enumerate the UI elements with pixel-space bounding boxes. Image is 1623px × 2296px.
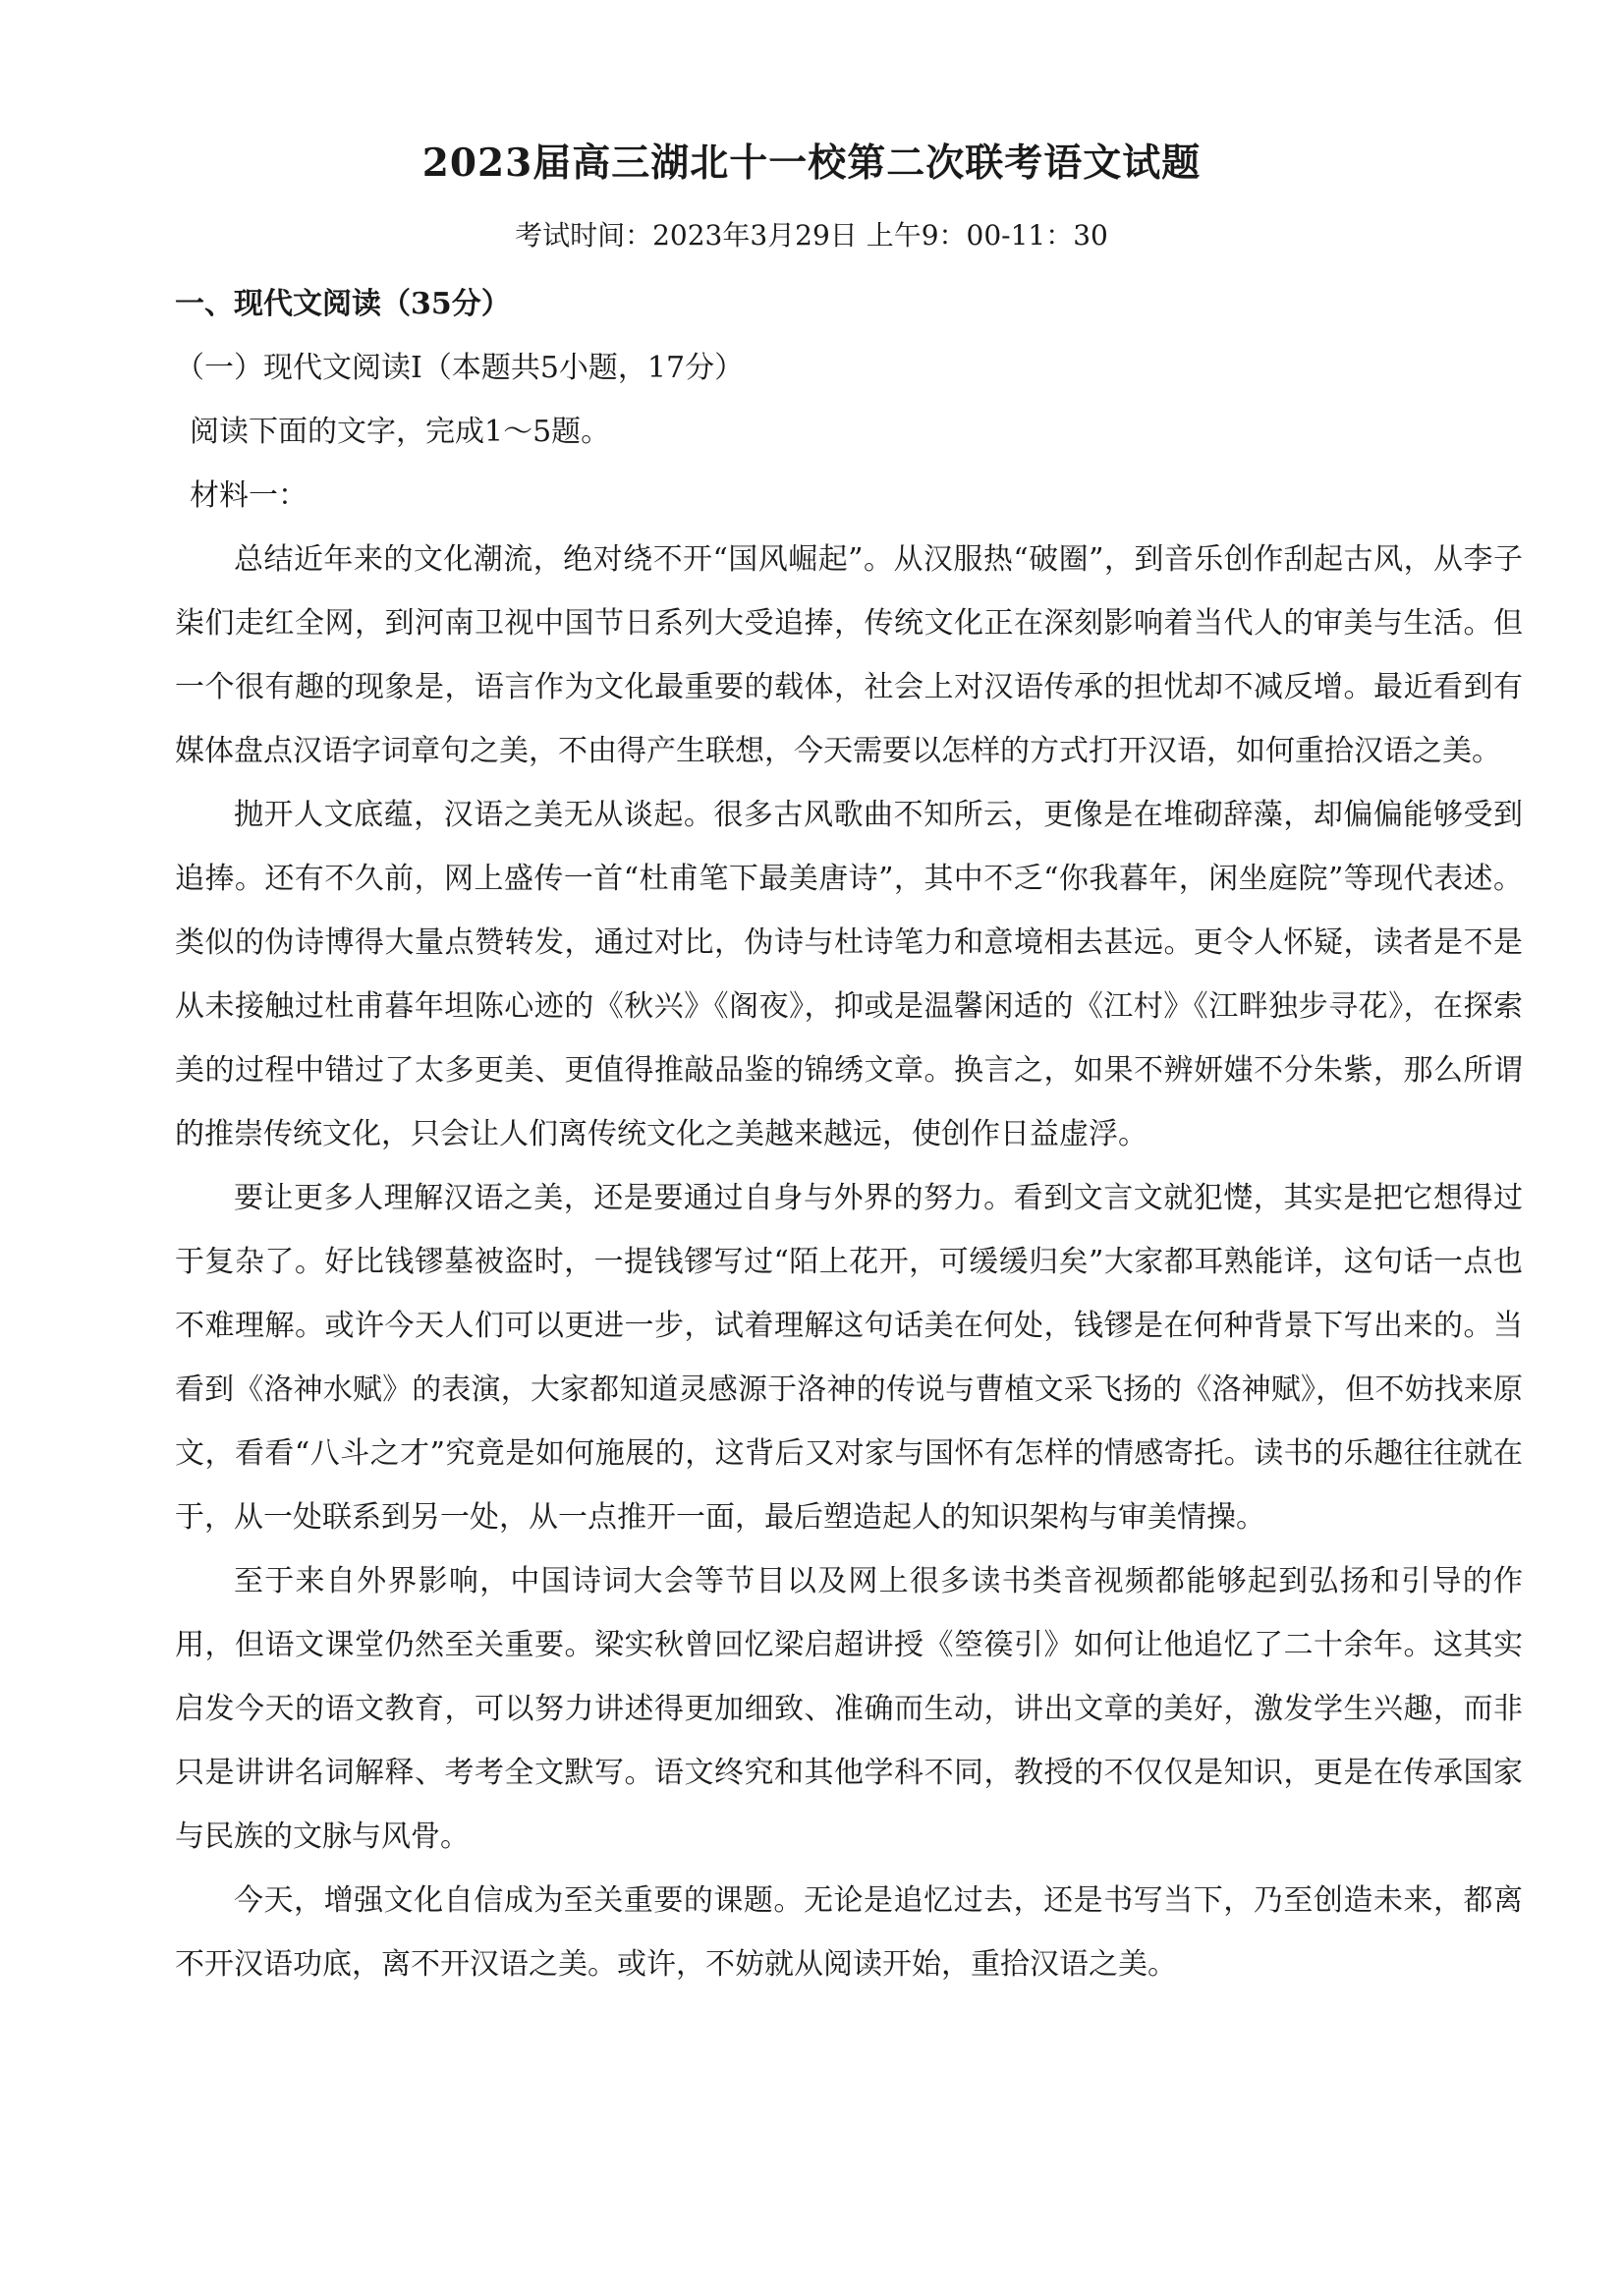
reading-instruction: 阅读下面的文字，完成1～5题。 <box>190 415 611 449</box>
section-heading: 一、现代文阅读（35分） <box>175 287 511 321</box>
material-label: 材料一： <box>190 478 308 513</box>
exam-title: 2023届高三湖北十一校第二次联考语文试题 <box>421 140 1202 186</box>
paragraph-3: 要让更多人理解汉语之美，还是要通过自身与外界的努力。看到文言文就犯憷，其实是把它想得过于复杂了。好比钱镠墓被盗时，一提钱镠写过“陌上花开，可缓缓归矣”大家都耳熟能详，这句话一点也不难理解。或许今天人们可以更进一步，试着理解这句话美在何处，钱镠是在何种背景下写出来的。当看到《洛神水赋》的表演，大家都知道灵感源于洛神的传说与曹植文采飞扬的《洛神赋》，但不妨找来原文，看看“八斗之才”究竟是如何施展的，这背后又对家与国怀有怎样的情感寄托。读书的乐趣往往就在于，从一处联系到另一处，从一点推开一面，最后塑造起人的知识架构与审美情操。 <box>175 1181 1523 1535</box>
paragraph-5: 今天，增强文化自信成为至关重要的课题。无论是追忆过去，还是书写当下，乃至创造未来，都离不开汉语功底，离不开汉语之美。或许，不妨就从阅读开始，重拾汉语之美。 <box>175 1883 1523 1982</box>
exam-time: 考试时间：2023年3月29日 上午9：00-11：30 <box>515 219 1108 252</box>
exam-body <box>175 272 1523 1996</box>
paragraph-4: 至于来自外界影响，中国诗词大会等节目以及网上很多读书类音视频都能够起到弘扬和引导的作用，但语文课堂仍然至关重要。梁实秋曾回忆梁启超讲授《箜篌引》如何让他追忆了二十余年。这其实启发今天的语文教育，可以努力讲述得更加细致、准确而生动，讲出文章的美好，激发学生兴趣，而非只是讲讲名词解释、考考全文默写。语文终究和其他学科不同，教授的不仅仅是知识，更是在传承国家与民族的文脉与风骨。 <box>175 1564 1523 1854</box>
paragraph-1: 总结近年来的文化潮流，绝对绕不开“国风崛起”。从汉服热“破圈”，到音乐创作刮起古风，从李子柒们走红全网，到河南卫视中国节日系列大受追捧，传统文化正在深刻影响着当代人的审美与生活。但一个很有趣的现象是，语言作为文化最重要的载体，社会上对汉语传承的担忧却不减反增。最近看到有媒体盘点汉语字词章句之美，不由得产生联想，今天需要以怎样的方式打开汉语，如何重拾汉语之美。 <box>175 542 1523 768</box>
sub-section-heading: （一）现代文阅读I（本题共5小题，17分） <box>175 351 745 385</box>
paragraph-2: 抛开人文底蕴，汉语之美无从谈起。很多古风歌曲不知所云，更像是在堆砌辞藻，却偏偏能够受到追捧。还有不久前，网上盛传一首“杜甫笔下最美唐诗”，其中不乏“你我暮年，闲坐庭院”等现代表述。类似的伪诗博得大量点赞转发，通过对比，伪诗与杜诗笔力和意境相去甚远。更令人怀疑，读者是不是从未接触过杜甫暮年坦陈心迹的《秋兴》《阁夜》，抑或是温馨闲适的《江村》《江畔独步寻花》，在探索美的过程中错过了太多更美、更值得推敲品鉴的锦绣文章。换言之，如果不辨妍媸不分朱紫，那么所谓的推崇传统文化，只会让人们离传统文化之美越来越远，使创作日益虚浮。 <box>175 798 1523 1151</box>
